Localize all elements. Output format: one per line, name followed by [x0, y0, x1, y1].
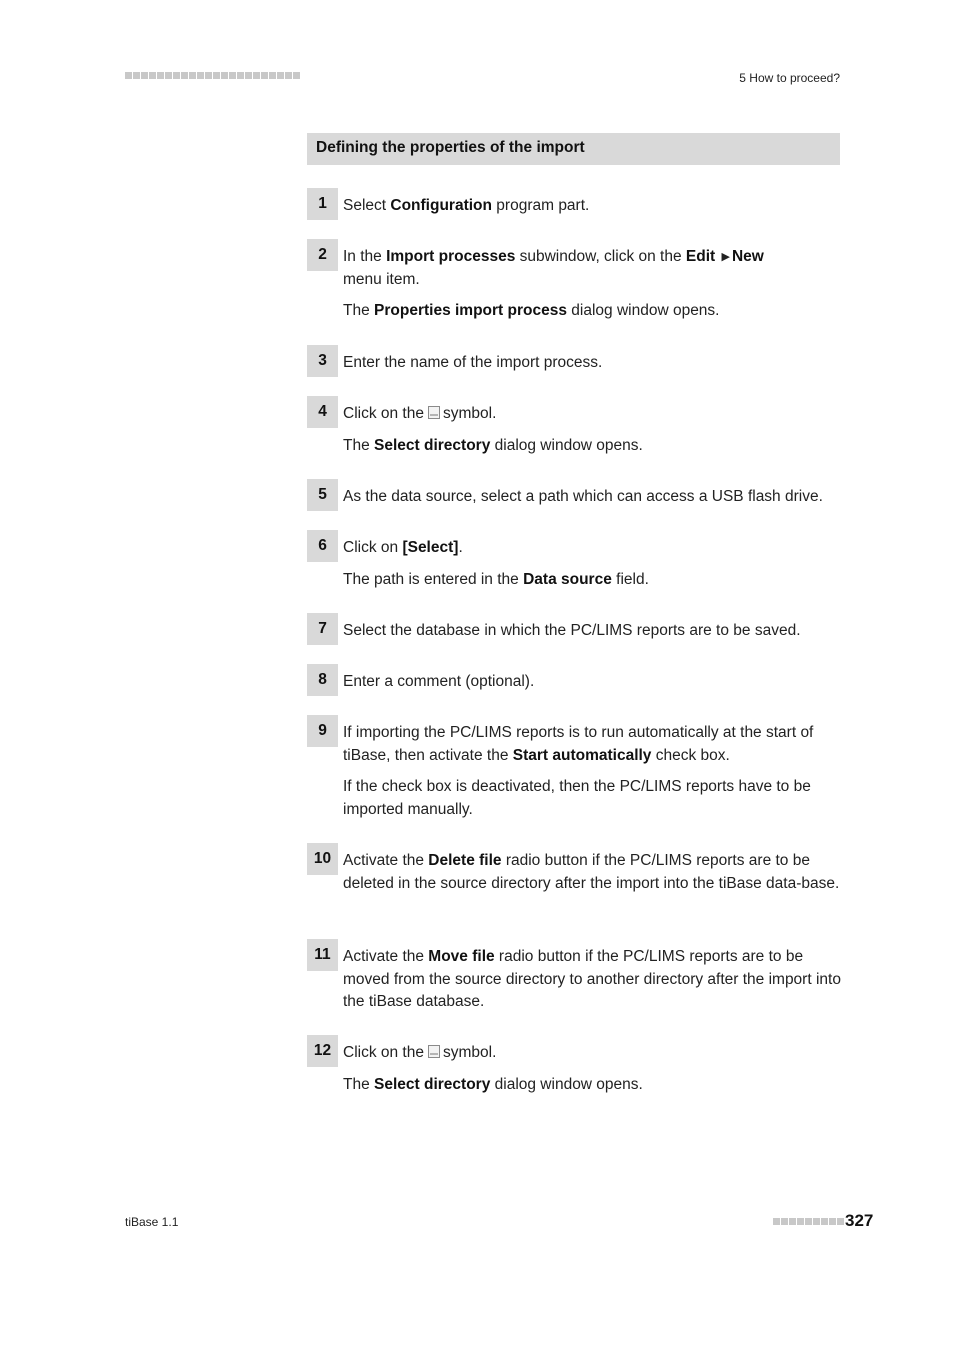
text: check box. — [651, 746, 730, 764]
text: The — [343, 436, 375, 454]
text: Click on the — [343, 405, 424, 422]
text: dialog window opens. — [566, 302, 720, 320]
step-text — [343, 403, 841, 457]
ui-term: Properties import process — [374, 302, 567, 320]
text: field. — [611, 570, 649, 588]
ui-term: Edit — [685, 248, 716, 265]
step-text — [343, 537, 841, 591]
step-number: 12 — [307, 1035, 338, 1067]
text: Click on the — [343, 1044, 424, 1061]
menu-arrow-icon: ▶ — [721, 251, 730, 263]
step-number: 9 — [307, 715, 338, 747]
step-number: 1 — [307, 188, 338, 220]
text: radio button if the PC/LIMS reports are to be moved from the source directory to another directory after the import into the tiBase database. — [343, 948, 841, 1011]
step-text — [343, 946, 841, 1014]
step-result — [343, 1074, 841, 1097]
step-text: Enter a comment (optional). — [343, 673, 535, 690]
text: symbol. — [442, 405, 497, 422]
text: program part. — [491, 197, 590, 214]
step-text — [343, 195, 841, 218]
text: The path is entered in the — [343, 570, 524, 588]
browse-folder-icon — [428, 406, 440, 419]
text: subwindow, click on the — [515, 248, 686, 265]
text: dialog window opens. — [490, 436, 643, 454]
ui-term: Import processes — [386, 248, 516, 265]
step-text — [343, 722, 841, 822]
text: In the — [343, 248, 387, 265]
text: Activate the — [343, 852, 429, 869]
step-instruction — [343, 246, 841, 291]
section-title: Defining the properties of the import — [316, 139, 585, 156]
text: Click on — [343, 539, 403, 556]
step-number: 2 — [307, 239, 338, 271]
step-instruction — [343, 403, 841, 426]
text: dialog window opens. — [490, 1075, 643, 1093]
step-number: 4 — [307, 396, 338, 428]
step-result — [343, 435, 841, 458]
text: symbol. — [442, 1044, 497, 1061]
ui-term: Start automatically — [512, 746, 652, 764]
product-version: tiBase 1.1 — [125, 1215, 179, 1229]
step-instruction — [343, 1042, 841, 1065]
step-number: 7 — [307, 613, 338, 645]
ui-term: Delete file — [428, 852, 502, 869]
text: The — [343, 302, 375, 320]
step-number: 10 — [307, 843, 338, 875]
step-number: 5 — [307, 479, 338, 511]
ui-term: Move file — [428, 948, 495, 965]
ui-term: Data source — [523, 570, 612, 588]
step-text — [343, 246, 841, 323]
ui-term: Configuration — [390, 197, 492, 214]
text: radio button if the PC/LIMS reports are to be deleted in the source directory after the import into the tiBase data-base. — [343, 852, 840, 892]
ui-term: Select directory — [374, 436, 491, 454]
step-text — [343, 850, 841, 895]
page-number: 327 — [845, 1211, 874, 1230]
text: The — [343, 1075, 375, 1093]
ui-term: [Select] — [402, 539, 459, 556]
ui-term: New — [731, 248, 764, 265]
step-number: 8 — [307, 664, 338, 696]
step-number: 3 — [307, 345, 338, 377]
step-instruction — [343, 537, 841, 560]
text: . — [458, 539, 463, 556]
step-result — [343, 300, 841, 323]
step-result — [343, 569, 841, 592]
step-result: If the check box is deactivated, then the PC/LIMS reports have to be imported manually. — [343, 778, 811, 819]
footer-decoration — [773, 1218, 844, 1225]
browse-folder-icon — [428, 1045, 440, 1058]
step-instruction — [343, 722, 841, 767]
text: If importing the PC/LIMS reports is to run automatically at the start of tiBase, then activate the — [343, 724, 814, 764]
step-text: As the data source, select a path which can access a USB flash drive. — [343, 488, 823, 505]
text: Activate the — [343, 948, 429, 965]
step-number: 6 — [307, 530, 338, 562]
step-text: Enter the name of the import process. — [343, 354, 603, 371]
chapter-heading: 5 How to proceed? — [739, 71, 840, 85]
text: menu item. — [343, 270, 420, 288]
section-header — [307, 133, 840, 165]
step-number: 11 — [307, 939, 338, 971]
ui-term: Select directory — [374, 1075, 491, 1093]
step-text: Select the database in which the PC/LIMS reports are to be saved. — [343, 622, 801, 639]
step-text — [343, 1042, 841, 1096]
header-decoration — [125, 72, 300, 79]
text: Select — [343, 197, 391, 214]
